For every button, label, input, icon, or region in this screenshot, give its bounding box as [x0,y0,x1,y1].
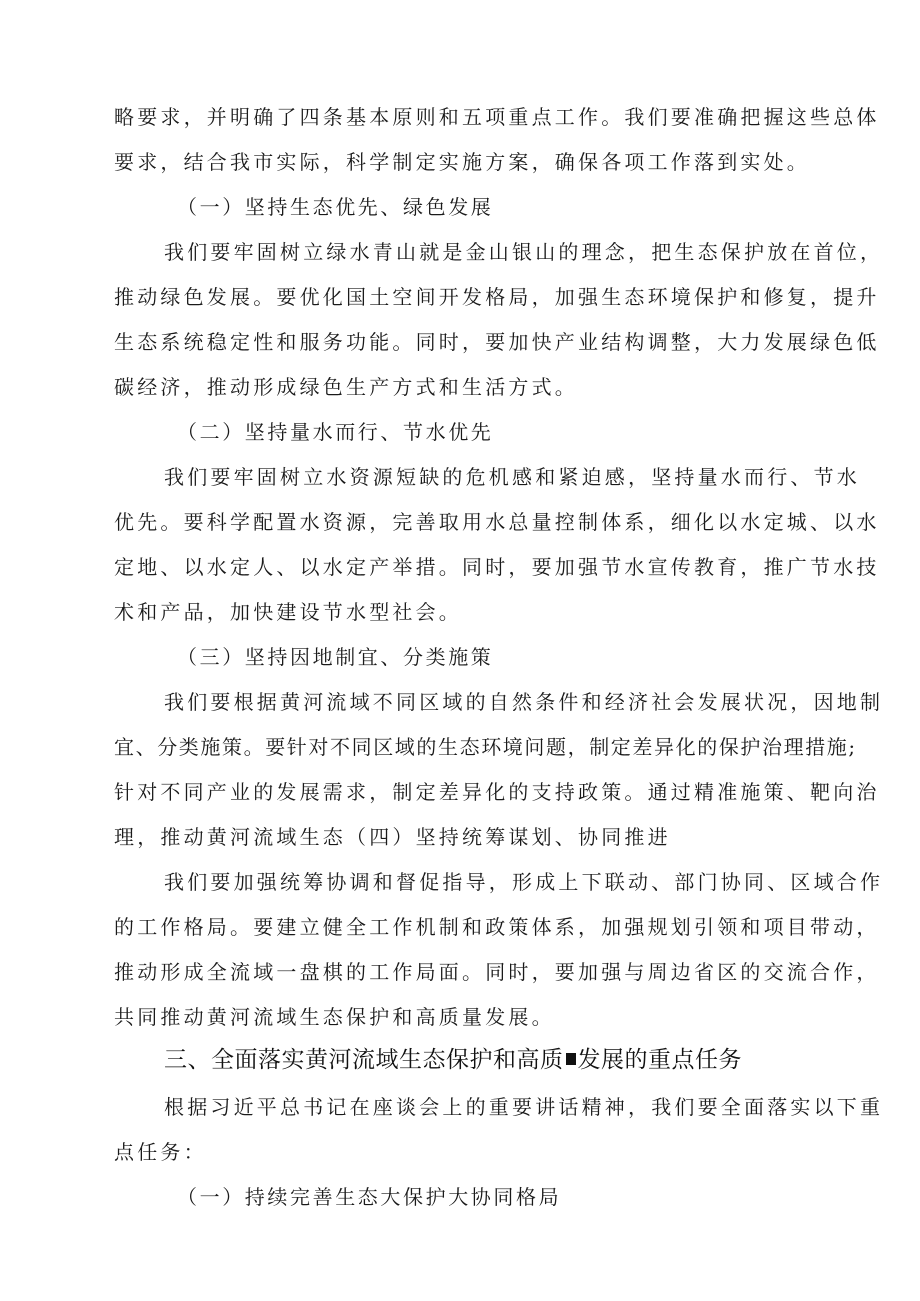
paragraph-line: 根据习近平总书记在座谈会上的重要讲话精神，我们要全面落实以下重 [164,1095,884,1119]
paragraph-line: 针对不同产业的发展需求，制定差异化的支持政策。通过精准施策、靶向治 [114,780,880,804]
paragraph-line: 我们要牢固树立水资源短缺的危机感和紧迫感，坚持量水而行、节水 [164,465,860,489]
paragraph-line: 术和产品，加快建设节水型社会。 [114,600,462,624]
paragraph-line: 理，推动黄河流域生态（四）坚持统筹谋划、协同推进 [114,825,671,849]
paragraph-line: 推动绿色发展。要优化国土空间开发格局，加强生态环境保护和修复，提升 [114,285,880,309]
paragraph-line: 定地、以水定人、以水定产举措。同时，要加强节水宣传教育，推广节水技 [114,555,880,579]
paragraph-line: 要求，结合我市实际，科学制定实施方案，确保各项工作落到实处。 [114,150,810,174]
paragraph-line: 宜、分类施策。要针对不同区域的生态环境问题，制定差异化的保护治理措施; [114,735,857,759]
task-1-title: （一）持续完善生态大保护大协同格局 [177,1185,562,1209]
missing-glyph-mark [566,1053,576,1065]
paragraph-line: 推动形成全流域一盘棋的工作局面。同时，要加强与周边省区的交流合作， [114,960,880,984]
principle-3-title: （三）坚持因地制宜、分类施策 [177,645,494,669]
principle-2-title: （二）坚持量水而行、节水优先 [177,420,494,444]
paragraph-line: 生态系统稳定性和服务功能。同时，要加快产业结构调整，大力发展绿色低 [114,330,880,354]
heading-text: 发展的重点任务 [577,1047,742,1073]
section-3-heading [164,1045,742,1075]
paragraph-line: 我们要加强统筹协调和督促指导，形成上下联动、部门协同、区域合作 [164,870,884,894]
paragraph-line: 我们要牢固树立绿水青山就是金山银山的理念，把生态保护放在首位， [164,240,884,264]
principle-1-title: （一）坚持生态优先、绿色发展 [177,195,494,219]
paragraph-line: 的工作格局。要建立健全工作机制和政策体系，加强规划引领和项目带动， [114,915,880,939]
paragraph-line: 略要求，并明确了四条基本原则和五项重点工作。我们要准确把握这些总体 [114,105,880,129]
paragraph-line: 碳经济，推动形成绿色生产方式和生活方式。 [114,375,578,399]
paragraph-line: 点任务： [114,1140,207,1164]
paragraph-line: 我们要根据黄河流域不同区域的自然条件和经济社会发展状况，因地制 [164,690,884,714]
heading-text: 三、全面落实黄河流域生态保护和高质 [164,1047,564,1073]
paragraph-line: 共同推动黄河流域生态保护和高质量发展。 [114,1005,555,1029]
paragraph-line: 优先。要科学配置水资源，完善取用水总量控制体系，细化以水定城、以水 [114,510,880,534]
